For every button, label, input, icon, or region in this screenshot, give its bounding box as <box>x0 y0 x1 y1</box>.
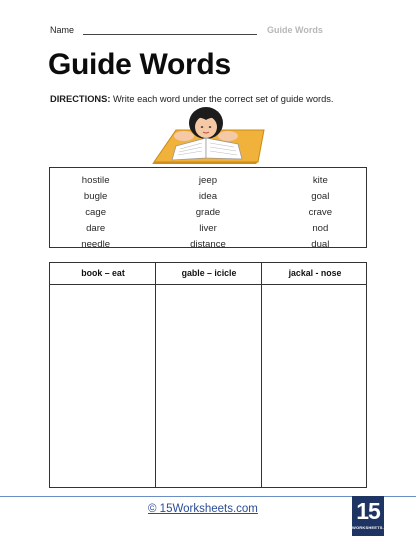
brand-logo <box>352 496 394 536</box>
sort-table <box>49 262 367 488</box>
header-divider <box>50 284 366 285</box>
word-bank-item: nod <box>312 223 329 234</box>
directions-label: DIRECTIONS: <box>50 94 111 104</box>
name-row <box>50 25 380 41</box>
name-line <box>83 34 257 35</box>
word-bank-item: grade <box>195 207 221 218</box>
word-bank-item: idea <box>198 191 218 202</box>
directions-text: Write each word under the correct set of guide words. <box>110 94 334 104</box>
word-bank-item: jeep <box>198 175 218 186</box>
word-bank-item: distance <box>190 239 226 250</box>
word-bank <box>49 167 367 248</box>
word-bank-item: crave <box>308 207 333 218</box>
word-bank-item: kite <box>312 175 328 186</box>
word-grid <box>50 173 366 252</box>
page-title: Guide Words <box>48 48 231 81</box>
word-bank-item: needle <box>81 239 111 250</box>
header-tag: Guide Words <box>267 25 323 35</box>
child-reading-book-icon <box>146 106 270 164</box>
column-header-jackal-nose: jackal - nose <box>288 268 342 278</box>
word-bank-item: dual <box>311 239 330 250</box>
copyright-link[interactable]: © 15Worksheets.com <box>148 503 258 515</box>
word-bank-item: goal <box>311 191 330 202</box>
column-header-book-eat: book – eat <box>81 268 125 278</box>
word-bank-item: hostile <box>81 175 110 186</box>
brand-text: WORKSHEETS.COM <box>352 525 394 530</box>
word-bank-item: bugle <box>83 191 108 202</box>
column-divider <box>261 263 262 487</box>
brand-number: 15 <box>356 498 380 524</box>
name-label: Name <box>50 25 75 35</box>
directions <box>50 94 334 104</box>
word-bank-item: cage <box>85 207 107 218</box>
column-divider <box>155 263 156 487</box>
word-bank-item: dare <box>86 223 106 234</box>
column-header-gable-icicle: gable – icicle <box>181 268 237 278</box>
word-bank-item: liver <box>199 223 217 234</box>
